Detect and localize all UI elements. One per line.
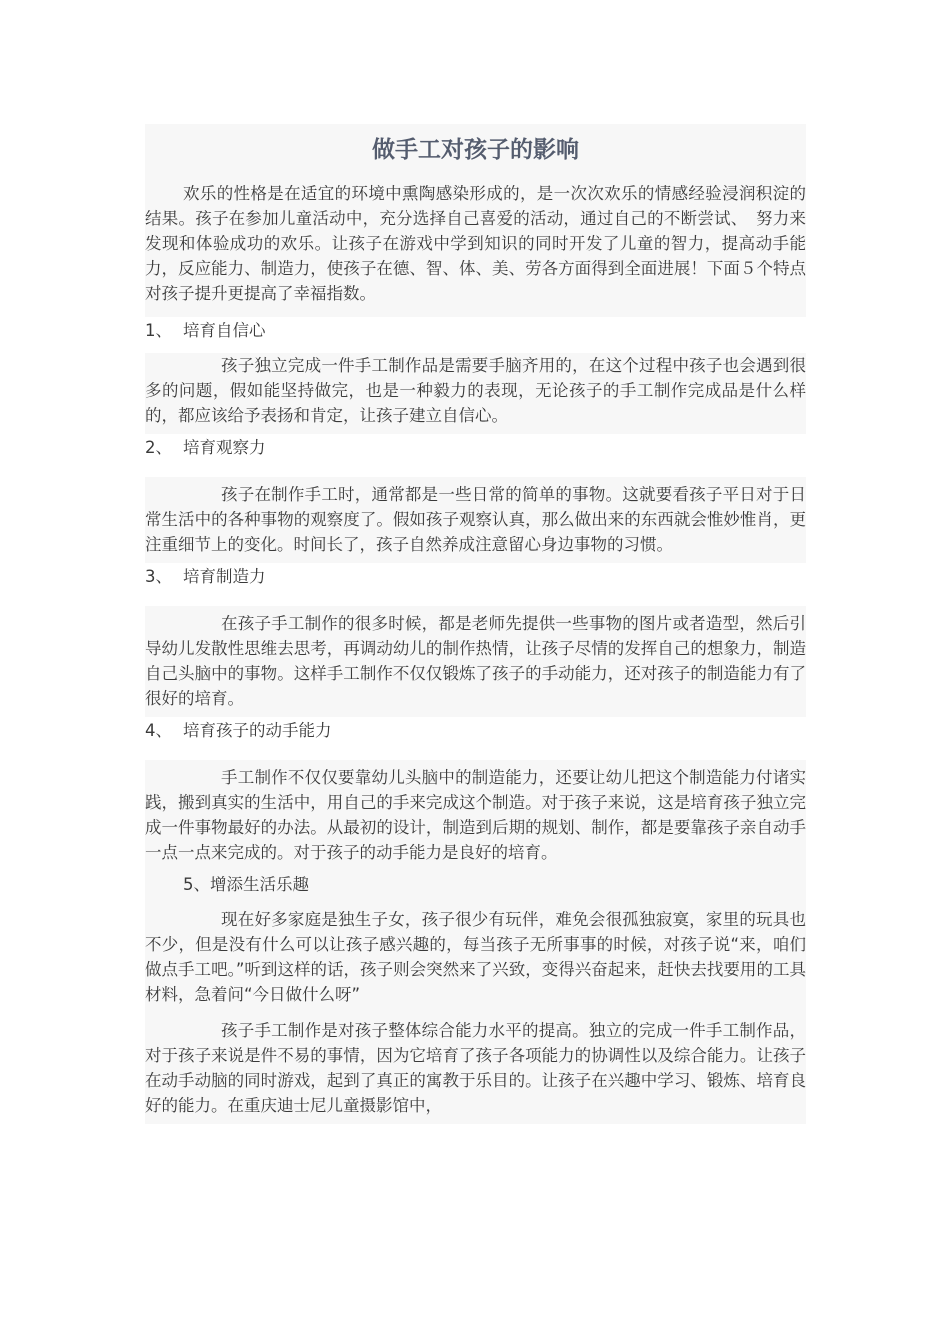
section-paragraph-3: 在孩子手工制作的很多时候，都是老师先提供一些事物的图片或者造型，然后引导幼儿发散性思维去思考，再调动幼儿的制作热情，让孩子尽情的发挥自己的想象力，制造自己头脑中的事物。这样手工制作不仅仅锻炼了孩子的手动能力，还对孩子的制造能力有了很好的培育。 — [145, 614, 806, 708]
document-body — [145, 124, 806, 1124]
section-paragraph-2: 孩子在制作手工时，通常都是一些日常的简单的事物。这就要看孩子平日对于日常生活中的各种事物的观察度了。假如孩子观察认真，那么做出来的东西就会惟妙惟肖，更注重细节上的变化。时间长了，孩子自然养成注意留心身边事物的习惯。 — [145, 485, 806, 554]
section-number: 2、 — [145, 438, 172, 457]
intro-paragraph: 欢乐的性格是在适宜的环境中熏陶感染形成的，是一次次欢乐的情感经验浸润积淀的结果。孩子在参加儿童活动中，充分选择自己喜爱的活动，通过自己的不断尝试、 努力来发现和体验成功的欢乐。让孩子在游戏中学到知识的同时开发了儿童的智力，提高动手能力，反应能力、制造力，使孩子在德、智、体、美、劳各方面得到全面进展！下面５个特点对孩子提升更提高了幸福指数。 — [145, 184, 806, 303]
document-title: 做手工对孩子的影响 — [372, 137, 579, 163]
section-heading-4 — [145, 717, 806, 753]
section-body-block-2 — [145, 477, 806, 563]
section-number: 3、 — [145, 567, 172, 586]
section-paragraph-1: 孩子独立完成一件手工制作品是需要手脑齐用的，在这个过程中孩子也会遇到很多的问题，假如能坚持做完，也是一种毅力的表现，无论孩子的手工制作完成品是什么样的，都应该给予表扬和肯定，让孩子建立自信心。 — [145, 356, 806, 425]
section-title: 培育孩子的动手能力 — [183, 721, 332, 740]
section-number: 1、 — [145, 321, 172, 340]
section-heading-1 — [145, 317, 806, 353]
section-title: 培育制造力 — [183, 567, 266, 586]
section-body-block-3 — [145, 606, 806, 717]
section-body-block-4 — [145, 760, 806, 1124]
section-paragraph-4: 手工制作不仅仅要靠幼儿头脑中的制造能力，还要让幼儿把这个制造能力付诸实践，搬到真实的生活中，用自己的手来完成这个制造。对于孩子来说，这是培育孩子独立完成一件事物最好的办法。从最初的设计，制造到后期的规划、制作，都是要靠孩子亲自动手一点一点来完成的。对于孩子的动手能力是良好的培育。 — [145, 768, 806, 862]
section-title: 培育观察力 — [183, 438, 266, 457]
section-paragraph-6: 孩子手工制作是对孩子整体综合能力水平的提高。独立的完成一件手工制作品，对于孩子来说是件不易的事情，因为它培育了孩子各项能力的协调性以及综合能力。让孩子在动手动脑的同时游戏，起到了真正的寓教于乐目的。让孩子在兴趣中学习、锻炼、培育良好的能力。在重庆迪士尼儿童摄影馆中， — [145, 1021, 806, 1115]
section-heading-3 — [145, 563, 806, 599]
section-body-block-1 — [145, 353, 806, 434]
section-heading-2 — [145, 434, 806, 470]
intro-block — [145, 124, 806, 317]
section-paragraph-5: 现在好多家庭是独生子女，孩子很少有玩伴，难免会很孤独寂寞，家里的玩具也不少，但是没有什么可以让孩子感兴趣的，每当孩子无所事事的时候，对孩子说“来，咱们做点手工吧。”听到这样的话，孩子则会突然来了兴致，变得兴奋起来，赶快去找要用的工具材料，急着问“今日做什么呀” — [145, 910, 806, 1004]
section-number: 4、 — [145, 721, 172, 740]
section-title: 培育自信心 — [183, 321, 266, 340]
section-heading-5: 5、增添生活乐趣 — [183, 875, 309, 894]
